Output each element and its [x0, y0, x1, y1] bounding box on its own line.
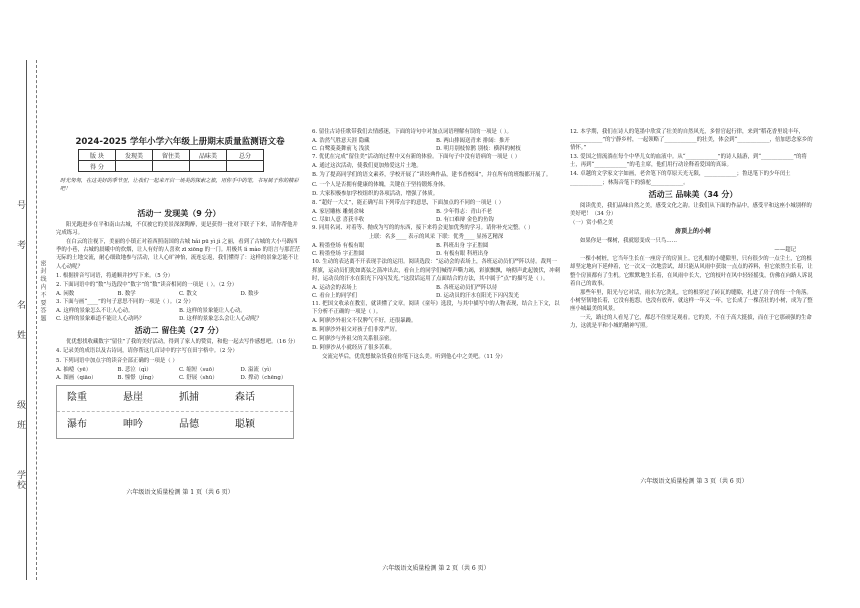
passage-text: 在白云的注视下，美丽的小镇正对着西照南国的古城 hǎi pū yì jì 之丽，看到了古城的大小马路四季的小巷，古城的晨曦中的炊烟，让人有好的人喜欢 zī xiōng 的一门。用极其 lì mào 的语言与那茫茫无际的土地交流，耐心细致地参与活动，让人心旷神怡，流连忘返，我们懂得了：这样的景象怎能不让人心动呢？ — [56, 239, 301, 270]
handwritten-word: 悬崖 — [123, 392, 143, 404]
option[interactable]: B. 数学 — [117, 290, 136, 297]
reading-paragraph: 那些年里，阳光与它对话，雨水为它洗礼，它的根穿过了砖瓦的缝隙，扎进了房子的每一个角落。小树坚韧地长着，它没有抱怨，也没有放弃，就这样一年又一年，它长成了一棵茁壮的小树，成为了整座小城最美的风景。 — [570, 289, 813, 312]
option[interactable]: C. 这样的景象难道不能让人心动吗？ — [56, 316, 145, 323]
handwritten-word: 品德 — [179, 418, 199, 430]
handwritten-word: 森话 — [235, 392, 255, 404]
section-2-title: 活动二 留住美（27 分） — [134, 326, 224, 336]
exam-title: 2024-2025 学年小学六年级上册期末质量监测语文卷 — [75, 137, 285, 147]
section-3-title: 活动三 品味美（34 分） — [648, 189, 738, 199]
margin-label-school: 学校 — [15, 470, 25, 490]
margin-label-class: 班 — [15, 420, 25, 430]
margin-label-grade: 级 — [15, 400, 25, 410]
table-cell: 发现美 — [116, 150, 153, 161]
question-5-options-2 — [56, 374, 302, 382]
score-cell[interactable] — [116, 161, 153, 172]
option[interactable]: C. 舒展（shū） — [179, 374, 218, 381]
handwritten-word: 瀑布 — [67, 418, 87, 430]
couplet-line: 上联：名多____ 表示的风采 下联：优秀____ 显扬艺精深 — [368, 234, 504, 241]
option[interactable]: D. 撑动（chēng） — [240, 374, 287, 381]
score-cell[interactable] — [153, 161, 190, 172]
option[interactable]: B. 两山排闼送青来 排闼：推开 — [436, 138, 510, 145]
question-14: 14. 卓越的文学家文字如画，老舍笔下的草原天光无限，____________；鲁迅笔下的少年闰土____________；林海音笔下的骆驼____________。 — [570, 171, 791, 186]
option[interactable]: C. 缩短（suō） — [179, 366, 218, 373]
option[interactable]: D. 明月别枝惊鹊 别枝：横斜的树枝 — [436, 146, 521, 153]
reading-paragraph: 一棵小树桩，它当年生长在一座房子的房顶上。它扎根的小缝隙里，只有很少的一点尘土，它的根却坚定地向下延伸着，它一次又一次地尝试，却只能从风雨中获取一点点的养料，但它依然生长着，让整个房顶都有了生机。它默默地生长着，在风雨中长大，它的枝叶在风中轻轻摇曳，仿佛在向路人诉说着自己的故事。 — [570, 256, 813, 287]
handwriting-grid[interactable] — [56, 385, 294, 439]
option[interactable]: A. 闲数 — [56, 290, 75, 297]
reading-heading: （一）赏小桥之美 — [570, 219, 614, 226]
question-12: 12. 本学期，我们在诗人的笔墨中欣赏了壮美的自然风光，多督官起行律，来到“稻花香里说丰年，____________”的宁静乡村，一起领略了____________的壮美，体会到“____________，倍加思念家乡的情怀。” — [570, 129, 813, 152]
section-1-title: 活动一 发现美（9 分） — [137, 209, 221, 218]
option[interactable]: D. 有口难辩 金色的鱼钩 — [436, 216, 494, 223]
question-7: 7. 优优在完成“留住美”活动的过程中又有新的体验。下面句子中没有语病的一项是（ ） — [312, 154, 521, 161]
option[interactable]: B. 为了提高同学们的语文素养，学校开展了“读经典作品，建书香校园”，并在所有的班级都开展了。 — [312, 172, 552, 179]
table-cell: 得 分 — [79, 161, 116, 172]
option[interactable]: B. 各班运动员们严阵以待 — [436, 284, 498, 291]
question-3: 3. 下面与画“____”的句子意思不同的一项是（ ）。（2 分） — [56, 298, 194, 305]
handwritten-word: 陰重 — [67, 392, 87, 404]
page-1-column — [56, 206, 302, 439]
handwritten-word: 抓捕 — [179, 392, 199, 404]
option[interactable]: A. 通过这次活动，使我们更加热爱这片土地。 — [312, 163, 422, 170]
table-row — [79, 161, 264, 172]
section-3-intro: 阅读优美，我们品味自然之美，感受文化之韵。让我们从下面的作品中，感受平和这座小城别样的美好吧！（34 分） — [570, 202, 812, 217]
question-2-options — [56, 290, 302, 298]
question-10-options — [312, 284, 560, 300]
option[interactable]: A. 图画（qiāo） — [56, 374, 97, 381]
option[interactable]: C. 白鹭菱菱舞前飞 浅淡 — [312, 146, 370, 153]
reading-epigraph: 如果你是一棵树，我就愿变成一只鸟…… — [580, 238, 678, 245]
handwriting-row — [57, 386, 293, 413]
option[interactable]: D. 有板有眼 科班出身 — [436, 251, 489, 258]
option[interactable]: A. 运动会的表场上 — [312, 284, 358, 291]
seal-notice: 密 封 线 内 不 要 答 题 — [39, 260, 46, 322]
option[interactable]: C. 散文 — [179, 290, 198, 297]
option[interactable]: D. 大家积极参加学校组织的各项活动，增强了体质。 — [312, 190, 439, 197]
reading-paragraph: 一天，路过的人看见了它，都忍不住驻足观看。它的美，不在于高大挺拔，而在于它那顽强的生命力，这就是平和小城的精神写照。 — [570, 314, 812, 330]
option[interactable]: A. 家居雕栋 雕刻余味 — [312, 208, 365, 215]
option[interactable]: B. 少年得志：青山不老 — [436, 208, 492, 215]
question-9: 9. 同用名词、对着等、抛成为写的的东西，接下来将会更加优秀的学习。请你补充完整。（ ） — [312, 225, 534, 232]
option[interactable]: A. 阿廖沙外祖父不仅脾气不好，还很暴躁。 — [312, 318, 417, 325]
option[interactable]: A. 这样的景象怎么不让人心动。 — [56, 308, 134, 315]
question-11: 11. 把国文收录在教室，就读懂了文章。阅读《童年》选段，与其中描写中的人物表现，结合上下文，以下分析不正确的一项是（ ）。 — [312, 300, 560, 315]
option[interactable]: C. 阿廖沙与外祖父的关系很亲密。 — [312, 336, 395, 343]
page-3-column — [570, 128, 816, 331]
question-2: 2. 下面词语中的“数”与选段中“数字”的“数”读音相同的一项是（ ）。（2 分） — [56, 281, 238, 288]
question-10: 10. 生动的表达离不开表现手法的运用。阅读选段：“运动会的表场上，各班运动员们严阵以待。裁判一挥旗，运动员们犹如离弦之箭冲出去，看台上的同学们喊得声嘶力竭，彩旗飘飘，响彻声此起彼伏，冲刺时，运动员的汗水在阳光下闪闪发光。”这段话运用了点面结合的方法，其中属于“点”的描写是（ ）。 — [312, 259, 560, 282]
option[interactable]: A. 抽噎（yē） — [56, 366, 92, 373]
option[interactable]: D. 运动员的汗水在阳光下闪闪发光 — [436, 292, 520, 299]
question-6-options — [312, 137, 560, 153]
option[interactable]: C. 一个人是否拥有健康的体魄，关键在于坚持锻炼身体。 — [312, 181, 449, 188]
option[interactable]: D. 这样的景象怎么会让人心动呢？ — [179, 316, 263, 323]
page-footer: 六年级语文质量检测 第 1 页（共 6 页） — [126, 489, 234, 496]
seal-dashed-line — [36, 60, 37, 580]
section-1-intro: 阳光跑进步在平和南山古城，不仅被它的美景深深陶醉，更是获得一批对下联子下来，请你帮他并完成练习。 — [56, 222, 298, 237]
option[interactable]: B. 悲泣（qì） — [117, 366, 152, 373]
question-8-options — [312, 208, 560, 224]
table-cell: 品味美 — [190, 150, 227, 161]
question-13: 13. 爱国之情流淌在每个中华儿女的血液中。从“____________”的诗人陆游，到“____________”的将士，再到“____________”的毛主席，他们用行动诠释着爱国的真谛。 — [570, 154, 807, 169]
page-2-column — [312, 128, 560, 363]
handwritten-word: 聪颖 — [235, 418, 255, 430]
binding-margin — [0, 0, 52, 608]
reading-author: ——超记 — [774, 247, 796, 254]
question-4: 4. 记录美的成语以及古诗词，请你帮这几首诗中的字写在田字格中。（2 分） — [56, 348, 238, 355]
table-row — [79, 150, 264, 161]
margin-label-surname: 姓 — [15, 330, 25, 340]
handwritten-word: 呻吟 — [123, 418, 143, 430]
score-cell[interactable] — [190, 161, 227, 172]
table-cell: 留住美 — [153, 150, 190, 161]
question-8: 8. “超好一大丈”，能正确写出下列带点字的意思，下面加点的不同的一项是（ ） — [312, 199, 504, 206]
table-cell: 总分 — [227, 150, 264, 161]
intro-text: 时光匆匆，在这美好的季节里，让我们一起来开启一场美的探索之旅，用你手中的笔，书写属于你的精彩吧！ — [60, 178, 299, 192]
option[interactable]: B. 这样的景象能让人心动。 — [179, 308, 246, 315]
handwriting-row — [57, 412, 293, 438]
option[interactable]: A. 浩然气胜意天涯 隐藏 — [312, 138, 370, 145]
table-cell: 版 块 — [79, 150, 116, 161]
option[interactable]: B. 阿廖沙外祖父对孩子们非常严厉。 — [312, 327, 401, 334]
margin-label-name: 名 — [15, 300, 25, 310]
page-footer: 六年级语文质量检测 第 3 页（共 6 页） — [640, 478, 748, 485]
option[interactable]: C. 尽如人意 喜获丰收 — [312, 216, 365, 223]
section-2-intro: 优优想找收藏数字“留住”了我的美好活动，得到了家人的赞赏，和他一起去写作感想吧。（16 分） — [66, 339, 299, 346]
score-cell[interactable] — [227, 161, 264, 172]
margin-label-exam: 考 — [15, 240, 25, 250]
question-5: 5. 下列词语中加点字的读音全部正确的一项是（ ） — [56, 357, 178, 364]
option[interactable]: D. 数步 — [240, 290, 259, 297]
option[interactable]: D. 溢流（yì） — [240, 366, 275, 373]
margin-label-number: 号 — [15, 200, 25, 210]
question-3-options — [56, 307, 302, 323]
reading-title: 房顶上的小树 — [674, 228, 711, 236]
question-6: 6. 留住古诗佳歌带我们去情感迷，下面的诗句中对加点词语理解有误的一项是（ ）。 — [312, 129, 512, 135]
option[interactable]: A. 粉墨登场 有板有眼 — [312, 243, 365, 250]
option[interactable]: B. 憧憬（jǐng） — [117, 374, 157, 381]
option[interactable]: D. 阿廖沙从小就经历了很多苦难。 — [312, 345, 396, 352]
option[interactable]: B. 科班出身 字正腔圆 — [436, 243, 489, 250]
binding-line — [26, 60, 27, 580]
page-footer: 六年级语文质量检测 第 2 页（共 6 页） — [382, 565, 490, 572]
score-table — [78, 149, 264, 172]
question-1: 1. 根据拼音写词语，将通顺并抄写下来。（5 分） — [56, 272, 174, 279]
question-9-options — [312, 242, 560, 258]
question-12-intro: 交流完毕后，优优想做杂货我在你笔下这么美。听到他心中之美吧。（11 分） — [322, 354, 506, 361]
question-5-options — [56, 366, 302, 374]
option[interactable]: C. 看台上的同学们 — [312, 292, 358, 299]
option[interactable]: C. 粉墨登场 字正腔圆 — [312, 251, 365, 258]
